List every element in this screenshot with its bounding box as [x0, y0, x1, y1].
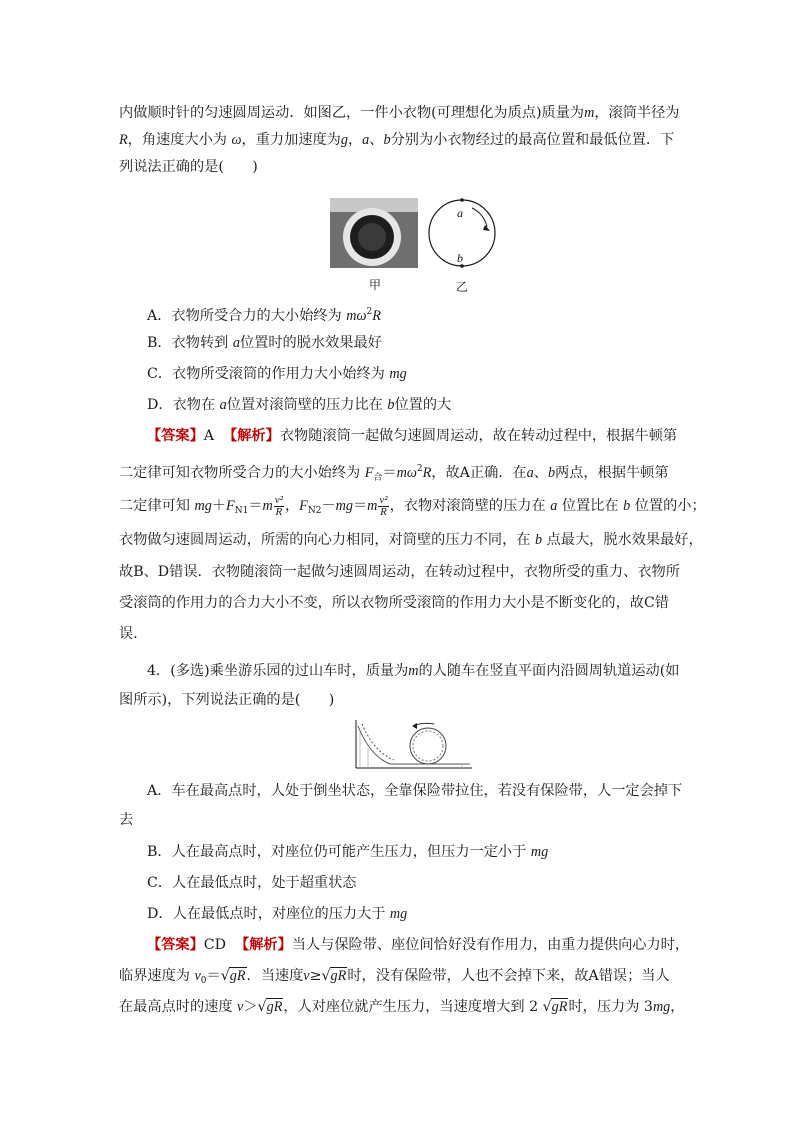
q3-option-a: A．衣物所受合力的大小始终为 $m\omega^2R$ [147, 307, 381, 324]
q4-option-c: C．人在最低点时，处于超重状态 [147, 875, 357, 891]
explanation-tag: 【解析】 [235, 937, 292, 953]
q4-explanation-line3: 在最高点时的速度 v＞√gR，人对座位就产生压力，当速度增大到 2 √gR时，压力为 3mg， [119, 999, 685, 1015]
q4-stem-line1: 4．(多选)乘坐游乐园的过山车时，质量为m的人随车在竖直平面内沿圆周轨道运动(如 [147, 663, 680, 679]
q3-stem-line3: 列说法正确的是( ) [119, 159, 258, 175]
q4-explanation-line1: 【答案】CD 【解析】当人与保险带、座位间恰好没有作用力，由重力提供向心力时， [147, 937, 690, 953]
q4-stem-line2: 图所示)，下列说法正确的是( ) [119, 692, 335, 708]
q4-explanation-line2: 临界速度为 $v_0=√gR$．当速度v≥√gR时，没有保险带，人也不会掉下来，故A错误；当人 [119, 968, 670, 986]
q3-option-b: B．衣物转到 a位置时的脱水效果最好 [147, 335, 382, 351]
q3-option-c: C．衣物所受滚筒的作用力大小始终为 mg [147, 366, 407, 382]
q3-explanation-line4: 衣物做匀速圆周运动，所需的向心力相同，对筒壁的压力不同，在 b 点最大，脱水效果最好， [119, 532, 703, 548]
answer-tag: 【答案】 [147, 937, 204, 953]
q3-explanation-line3: 二定律可知 $mg+F_{N1}=m$ $\frac{\text{v²}}{R}$ ，$F_{N2}-mg=m$ $\frac{\text{v²}}{R}$ ，衣物对滚筒壁的压力在 a 位置比在 b 位置的小； [119, 493, 706, 518]
q3-explanation-line2: 二定律可知衣物所受合力的大小始终为 $F_合=m\omega^2R$，故A正确．在a、b两点，根据牛顿第 [119, 464, 669, 483]
q3-explanation-line7: 误． [119, 626, 148, 642]
fig-point-b-label: b [457, 251, 463, 265]
fraction-v2-over-r-2: $\frac{\text{v²}}{R}$ [379, 493, 388, 518]
fig-label-yi: 乙 [456, 280, 469, 294]
q3-explanation-line6: 受滚筒的作用力的合力大小不变，所以衣物所受滚筒的作用力大小是不断变化的，故C错 [119, 595, 669, 611]
q4-option-a-line2: 去 [119, 812, 134, 828]
washing-machine-photo [330, 198, 418, 268]
explanation-tag: 【解析】 [223, 428, 280, 444]
q3-stem-line1: 内做顺时针的匀速圆周运动．如图乙，一件小衣物(可理想化为质点)质量为m，滚筒半径为 [119, 105, 680, 121]
q4-option-d: D．人在最低点时，对座位的压力大于 mg [147, 906, 408, 922]
q3-explanation-line5: 故B、D错误．衣物随滚筒一起做匀速圆周运动，在转动过程中，衣物所受的重力、衣物所 [119, 564, 680, 580]
fig-point-a-label: a [457, 206, 463, 220]
fraction-v2-over-r: $\frac{\text{v²}}{R}$ [274, 493, 283, 518]
q4-option-b: B．人在最高点时，对座位仍可能产生压力，但压力一定小于 mg [147, 844, 549, 860]
q3-explanation-line1: 【答案】A 【解析】衣物随滚筒一起做匀速圆周运动，故在转动过程中，根据牛顿第 [147, 428, 678, 444]
q3-stem-line2: R，角速度大小为 ω，重力加速度为g，a、b分别为小衣物经过的最高位置和最低位置．下 [119, 132, 675, 148]
q4-option-a-line1: A．车在最高点时，人处于倒坐状态，全靠保险带拉住，若没有保险带，人一定会掉下 [147, 783, 683, 799]
roller-coaster-diagram [352, 718, 476, 770]
q3-option-d: D．衣物在 a位置对滚筒壁的压力比在 b位置的大 [147, 397, 452, 413]
answer-tag: 【答案】 [147, 428, 204, 444]
fig-label-jia: 甲 [369, 278, 382, 292]
